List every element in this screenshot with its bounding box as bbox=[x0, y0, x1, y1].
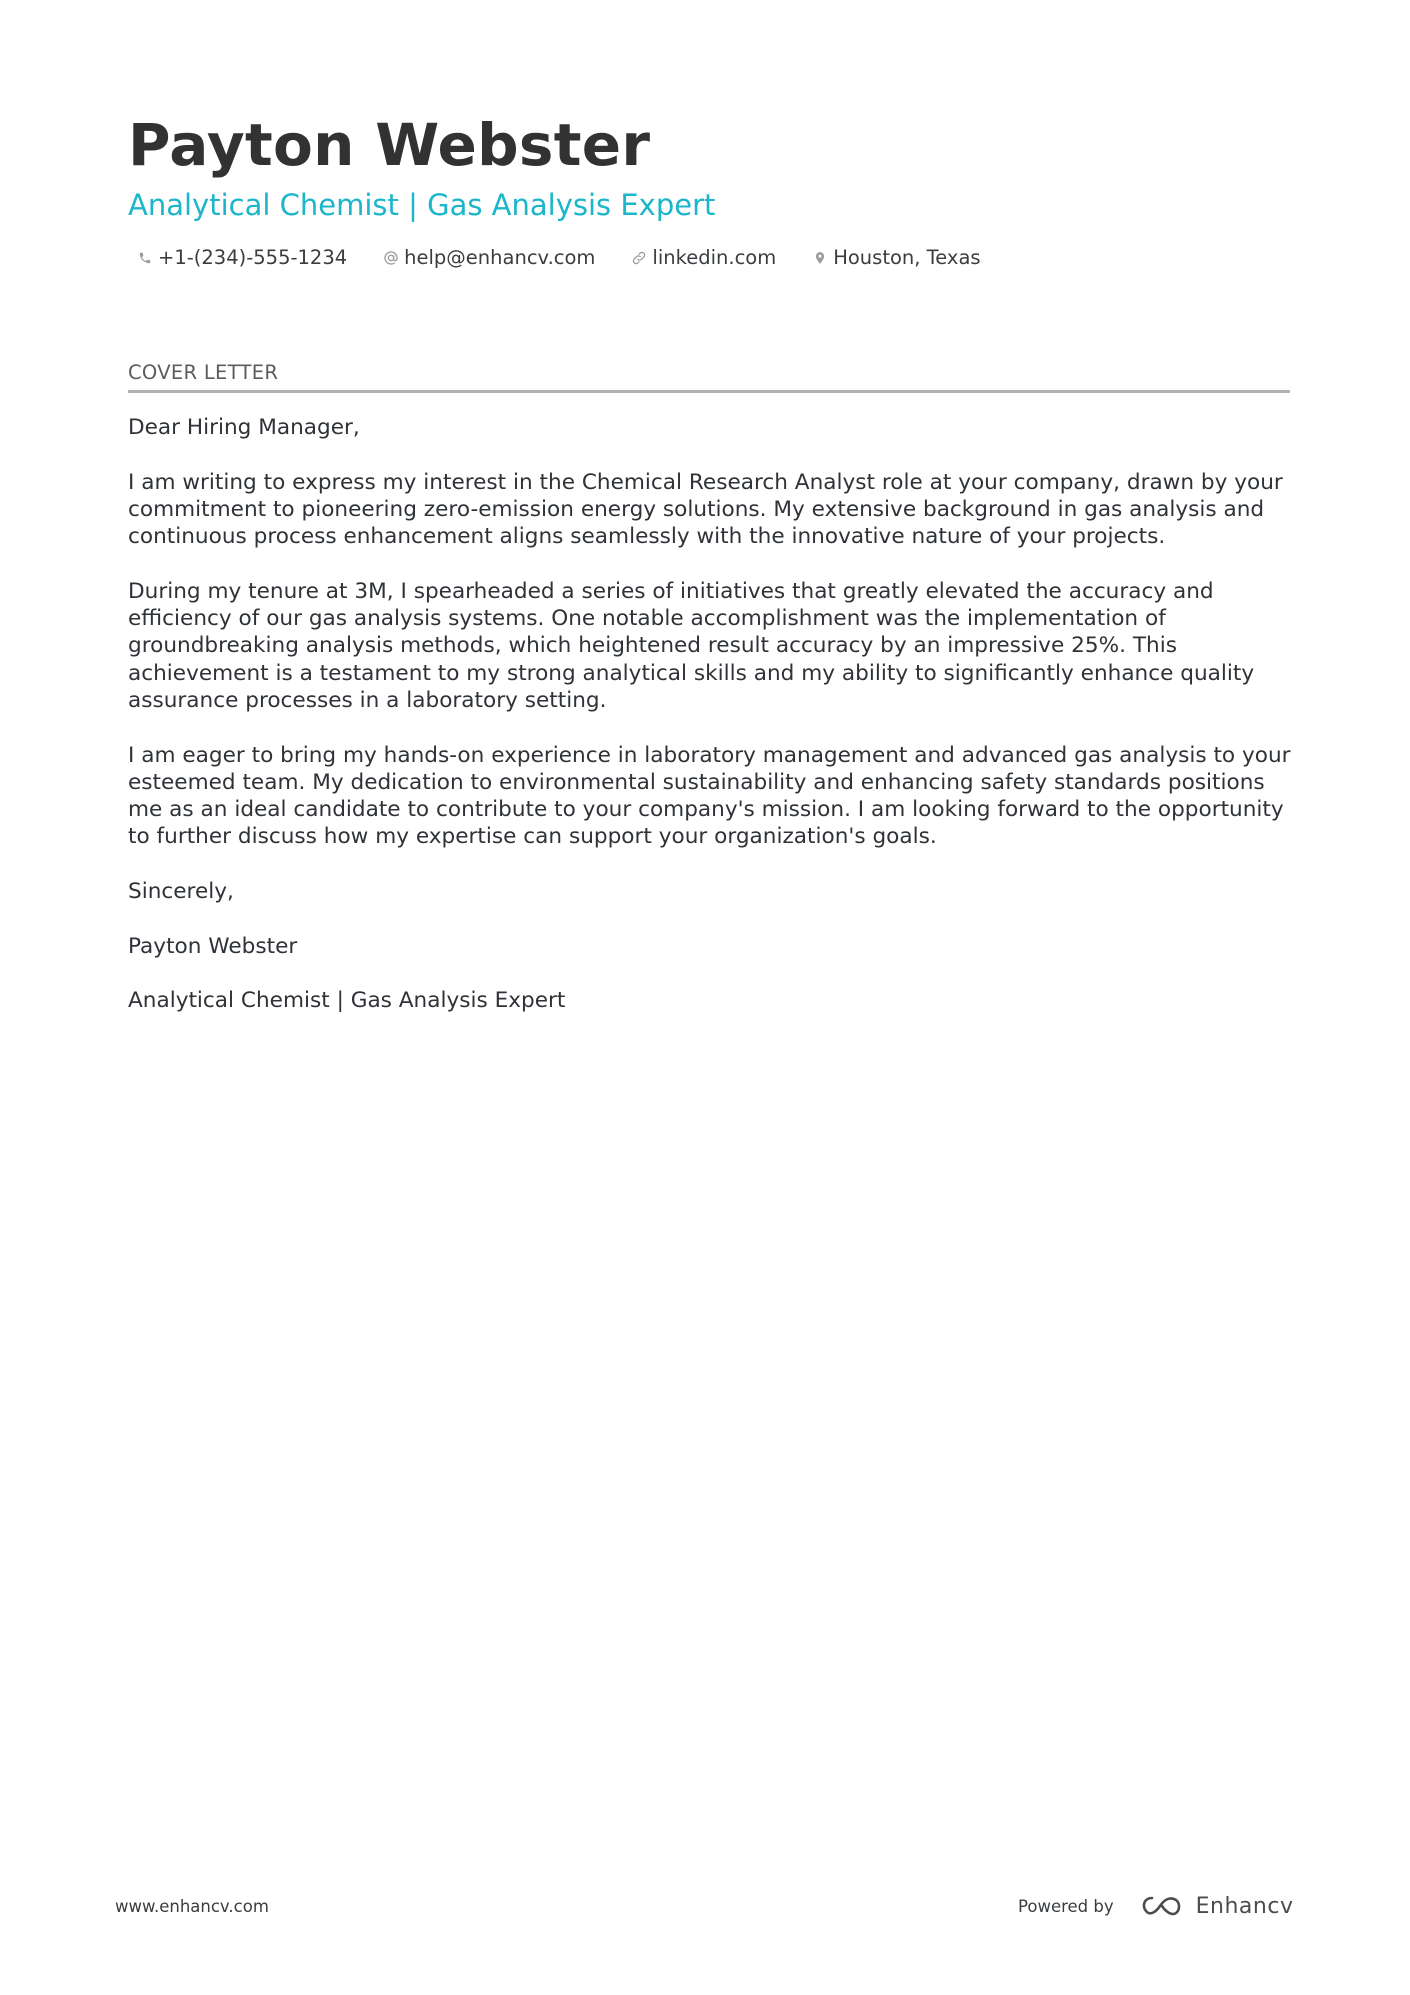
at-icon bbox=[382, 249, 400, 267]
signature-name: Payton Webster bbox=[128, 933, 298, 959]
contact-phone bbox=[128, 244, 347, 272]
location-icon bbox=[811, 249, 829, 267]
contact-email bbox=[374, 244, 595, 272]
powered-by-label: Powered by bbox=[1018, 1896, 1114, 1916]
letter-paragraph-1: I am writing to express my interest in the Chemical Research Analyst role at your company, drawn by your commitment to pioneering zero-emission energy solutions. My extensive background in gas analysis and continuous process enhancement aligns seamlessly with the innovative nature of your projects. bbox=[128, 469, 1283, 550]
contact-location bbox=[803, 244, 980, 272]
contact-linkedin bbox=[622, 244, 776, 272]
section-title-cover-letter: COVER LETTER bbox=[128, 360, 1290, 393]
link-icon bbox=[630, 249, 648, 267]
phone-text[interactable]: +1-(234)-555-1234 bbox=[158, 246, 348, 269]
candidate-name: Payton Webster bbox=[128, 111, 651, 179]
brand-name: Enhancv bbox=[1195, 1893, 1294, 1919]
enhancv-logo-icon bbox=[1140, 1894, 1186, 1918]
letter-closing: Sincerely, bbox=[128, 879, 234, 905]
candidate-title: Analytical Chemist | Gas Analysis Expert bbox=[128, 188, 716, 222]
letter-greeting: Dear Hiring Manager, bbox=[128, 415, 360, 440]
letter-paragraph-3: I am eager to bring my hands-on experience in laboratory management and advanced gas analysis to your esteemed team. My dedication to environmental sustainability and enhancing safety standards positions me as an ideal candidate to contribute to your company's mission. I am looking forward to the opportunity to further discuss how my expertise can support your organization's goals. bbox=[128, 742, 1291, 850]
header bbox=[128, 108, 1290, 272]
contact-bar bbox=[128, 244, 1290, 272]
phone-icon bbox=[136, 249, 154, 267]
location-text: Houston, Texas bbox=[833, 246, 981, 269]
footer-website[interactable]: www.enhancv.com bbox=[115, 1897, 269, 1916]
email-text[interactable]: help@enhancv.com bbox=[404, 246, 596, 269]
signature-title: Analytical Chemist | Gas Analysis Expert bbox=[128, 988, 566, 1014]
linkedin-text[interactable]: linkedin.com bbox=[652, 246, 777, 269]
footer-branding bbox=[1018, 1880, 1293, 1932]
letter-body bbox=[128, 414, 1298, 1042]
letter-paragraph-2: During my tenure at 3M, I spearheaded a series of initiatives that greatly elevated the accuracy and efficiency of our gas analysis systems. One notable accomplishment was the implementation of groundbreaking analysis methods, which heightened result accuracy by an impressive 25%. This achievement is a testament to my strong analytical skills and my ability to significantly enhance quality assurance processes in a laboratory setting. bbox=[128, 578, 1255, 713]
